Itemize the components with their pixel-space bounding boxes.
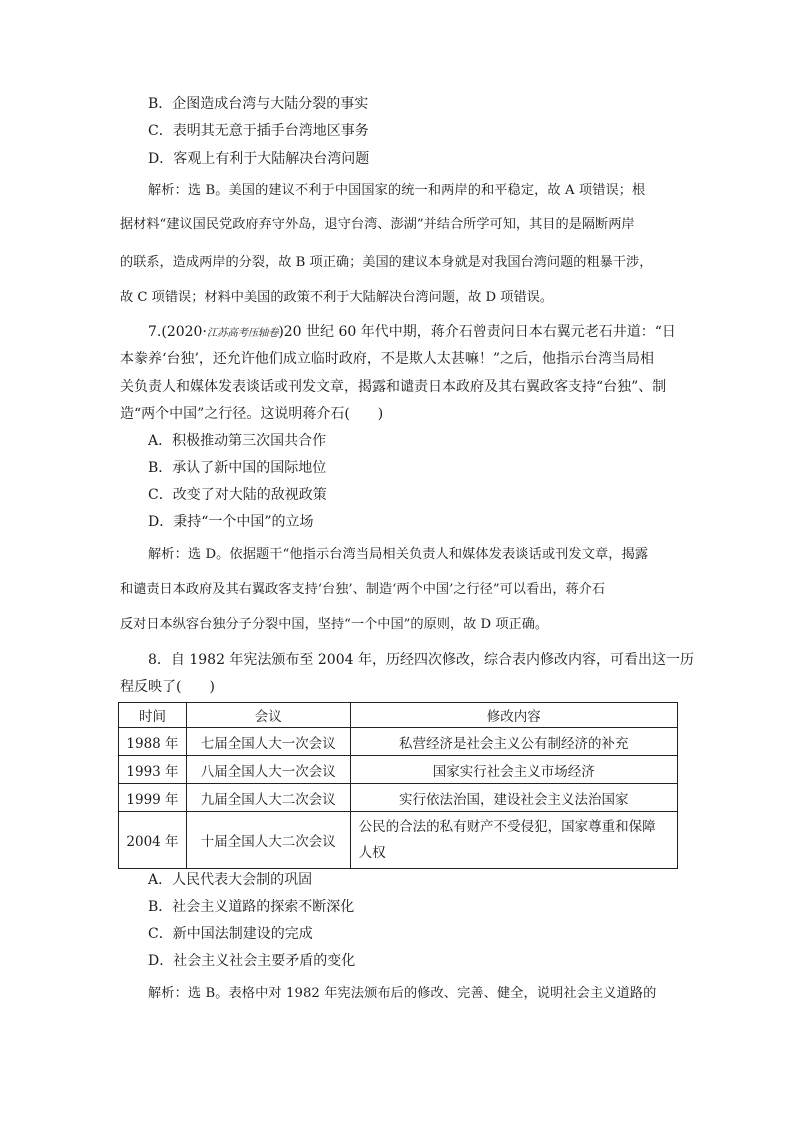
q8-option-c: C．新中国法制建设的完成 [148,926,313,942]
table-cell-meeting: 九届全国人大二次会议 [186,784,350,812]
q7-stem-line-3: 关负责人和媒体发表谈话或刊发文章，揭露和谴责日本政府及其右翼政客支持“台独”、制 [120,379,667,395]
table-header-content: 修改内容 [350,703,677,728]
q6-option-b: B．企图造成台湾与大陆分裂的事实 [148,96,369,112]
q8-option-d: D．社会主义社会主要矛盾的变化 [148,953,356,969]
table-header-meeting: 会议 [186,703,350,728]
q7-number: 7.(2020· [148,324,207,340]
q8-option-a: A．人民代表大会制的巩固 [148,872,313,888]
q6-analysis-line-4: 故 C 项错误；材料中美国的政策不利于大陆解决台湾问题，故 D 项错误。 [120,290,554,305]
q8-option-b: B．社会主义道路的探索不断深化 [148,899,355,915]
q7-stem-line-4: 造“两个中国”之行径。这说明蒋介石( ) [120,406,384,422]
q7-analysis-line-2: 和谴责日本政府及其右翼政客支持‘台独’、制造‘两个中国’之行径”可以看出，蒋介石 [120,582,606,597]
q8-table [118,702,678,869]
q6-analysis-line-2: 据材料“建议国民党政府弃守外岛，退守台湾、澎湖”并结合所学可知，其目的是隔断两岸 [120,217,635,232]
q6-analysis-line-1: 解析：选 B。美国的建议不利于中国国家的统一和两岸的和平稳定，故 A 项错误；根 [148,183,646,198]
table-cell-content: 实行依法治国，建设社会主义法治国家 [350,784,677,812]
q8-analysis-line-1: 解析：选 B。表格中对 1982 年宪法颁布后的修改、完善、健全，说明社会主义道路的 [148,986,657,1001]
table-row [119,756,678,784]
table-cell-year: 1999 年 [119,784,187,812]
q7-source: 江苏高考压轴卷 [206,327,279,339]
q7-option-a: A．积极推动第三次国共合作 [148,433,327,449]
q7-option-c: C．改变了对大陆的敌视政策 [148,487,327,503]
q7-stem-text-1: )20 世纪 60 年代中期，蒋介石曾责问日本右翼元老石井道：“日 [278,324,676,340]
table-cell-meeting: 八届全国人大一次会议 [186,756,350,784]
q6-analysis-line-3: 的联系，造成两岸的分裂，故 B 项正确；美国的建议本身就是对我国台湾问题的粗暴干涉， [120,255,653,270]
table-row [119,812,678,869]
table-cell-content: 私营经济是社会主义公有制经济的补充 [350,728,677,756]
table-header-row [119,703,678,728]
table-cell-meeting: 七届全国人大一次会议 [186,728,350,756]
table-header-time: 时间 [119,703,187,728]
table-cell-year: 2004 年 [119,812,187,869]
q8-stem-line-2: 程反映了( ) [120,679,215,695]
q7-analysis-line-3: 反对日本纵容台独分子分裂中国，坚持“一个中国”的原则，故 D 项正确。 [120,617,549,632]
q7-stem-line-2: 本豢养‘台独’，还允许他们成立临时政府，不是欺人太甚嘛！”之后，他指示台湾当局相 [120,351,655,367]
table-cell-meeting: 十届全国人大二次会议 [186,812,350,869]
q6-option-c: C．表明其无意于插手台湾地区事务 [148,123,369,139]
q8-stem-line-1: 8．自 1982 年宪法颁布至 2004 年，历经四次修改，综合表内修改内容，可看出这一历 [148,652,694,668]
table-cell-year: 1993 年 [119,756,187,784]
table-cell-content: 国家实行社会主义市场经济 [350,756,677,784]
table-row [119,728,678,756]
q7-option-b: B．承认了新中国的国际地位 [148,460,327,476]
q6-option-d: D．客观上有利于大陆解决台湾问题 [148,151,370,167]
q7-analysis-line-1: 解析：选 D。依据题干“他指示台湾当局相关负责人和媒体发表谈话或刊发文章，揭露 [148,547,649,562]
table-row [119,784,678,812]
q7-option-d: D．秉持“一个中国”的立场 [148,514,314,530]
q7-stem-line-1 [148,322,676,343]
table-cell-content: 公民的合法的私有财产不受侵犯，国家尊重和保障人权 [350,812,677,869]
table-cell-year: 1988 年 [119,728,187,756]
